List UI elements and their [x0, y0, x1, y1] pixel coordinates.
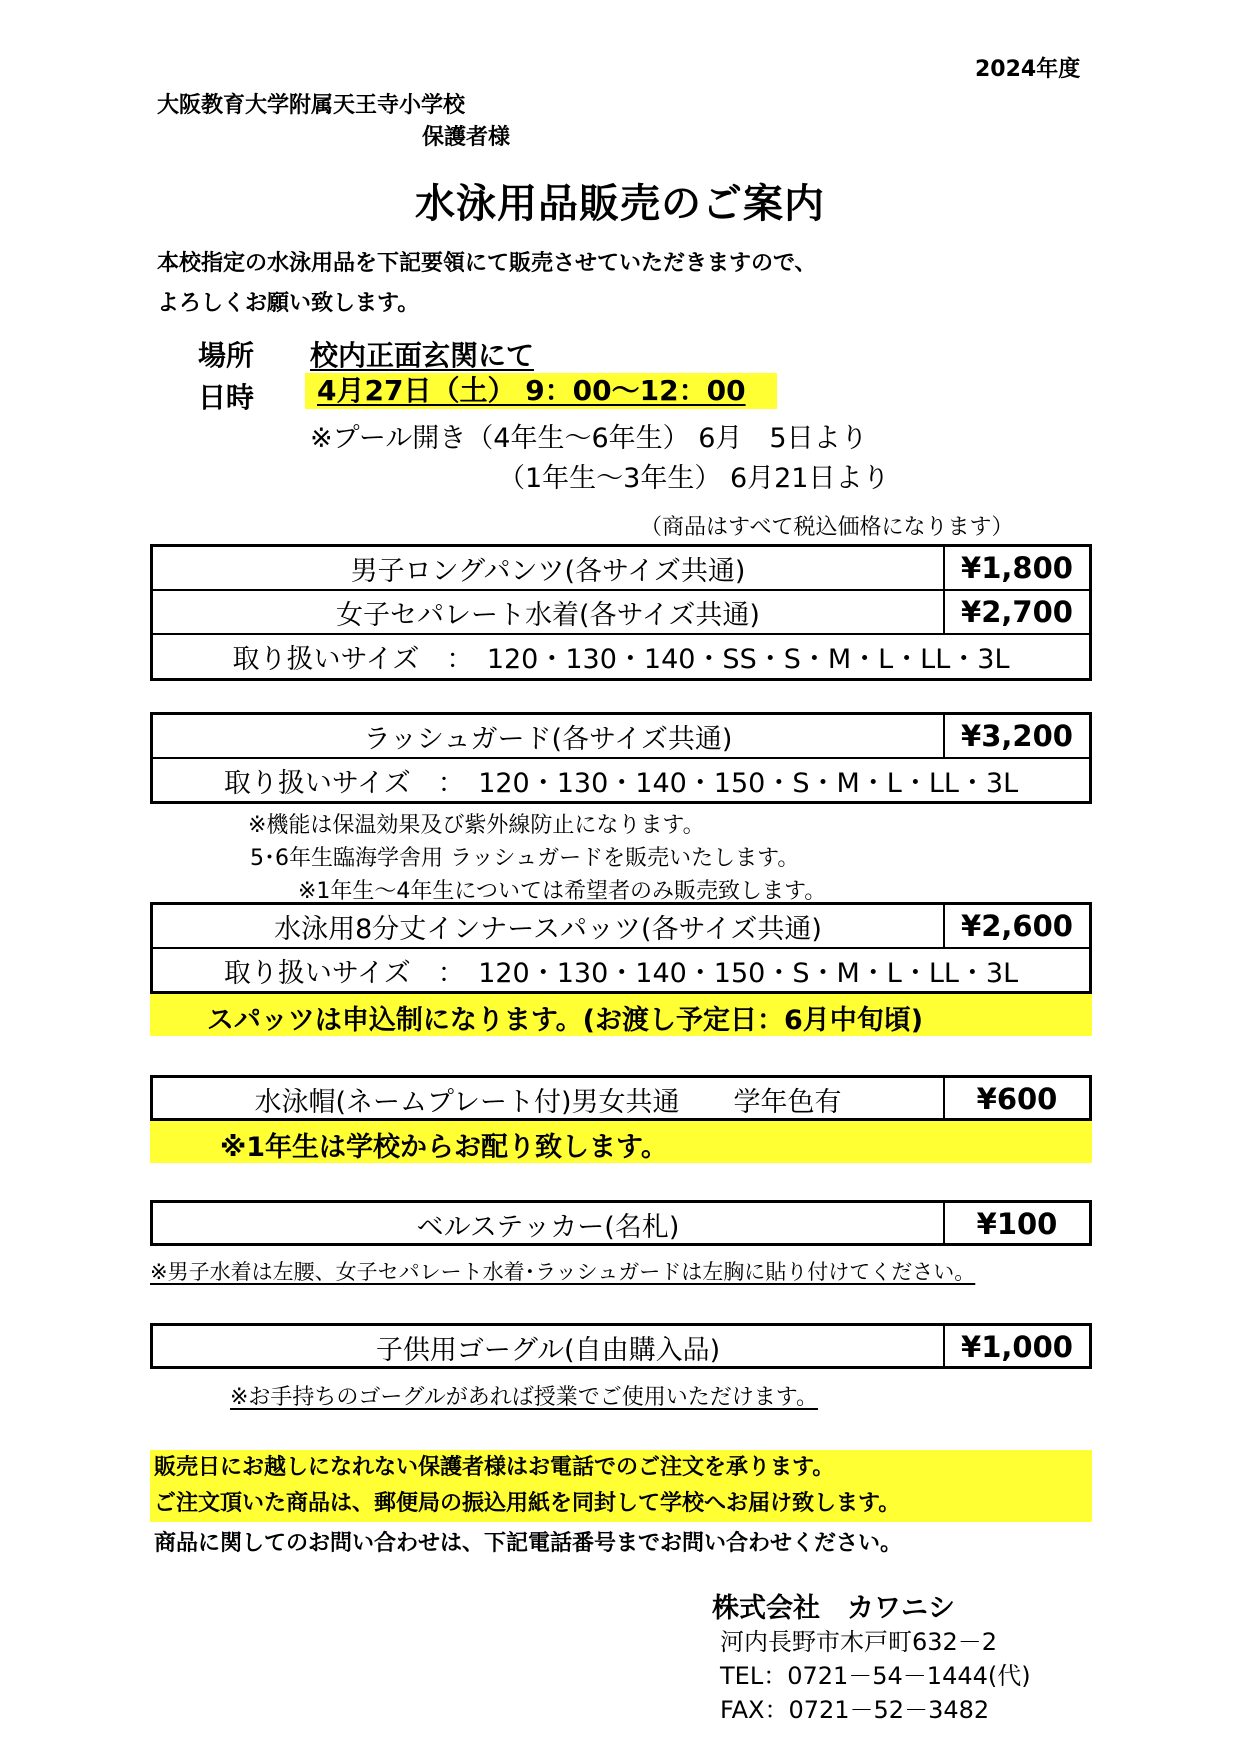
- product-table-cap: [150, 1075, 1092, 1121]
- product-name: 水泳用8分丈インナースパッツ(各サイズ共通): [274, 913, 822, 945]
- place-label: 場所: [198, 339, 255, 372]
- product-table-spats: [150, 902, 1092, 994]
- product-table-rashguard: [150, 712, 1092, 804]
- product-name: 男子ロングパンツ(各サイズ共通): [350, 555, 746, 587]
- company-fax: FAX：0721－52－3482: [720, 1696, 990, 1724]
- company-address: 河内長野市木戸町632－2: [720, 1628, 998, 1656]
- sticker-note: ※男子水着は左腰、女子セパレート水着･ラッシュガードは左胸に貼り付けてください。: [150, 1260, 976, 1284]
- product-price: ¥1,000: [943, 1326, 1089, 1368]
- product-price: ¥2,600: [943, 905, 1089, 947]
- product-name: 子供用ゴーグル(自由購入品): [375, 1334, 721, 1366]
- table-row: [153, 1078, 1089, 1120]
- product-name: ベルステッカー(名札): [416, 1211, 680, 1243]
- product-table-sticker: [150, 1200, 1092, 1246]
- footer-note-3: 商品に関してのお問い合わせは、下記電話番号までお問い合わせください。: [154, 1531, 903, 1556]
- pool-open-line-2: （1年生～3年生） 6月21日より: [498, 463, 890, 494]
- table-row: [153, 947, 1089, 991]
- product-name: ラッシュガード(各サイズ共通): [363, 723, 733, 755]
- datetime-value: 4月27日（土） 9：00～12：00: [305, 373, 777, 409]
- product-table-swimwear: [150, 544, 1092, 681]
- product-name: 水泳帽(ネームプレート付)男女共通 学年色有: [254, 1086, 842, 1118]
- table-row: [153, 547, 1089, 589]
- size-list: 取り扱いサイズ ： 120・130・140・150・S・M・L・LL・3L: [223, 767, 1019, 799]
- place-value: 校内正面玄関にて: [310, 339, 535, 372]
- company-tel: TEL：0721－54－1444(代): [720, 1662, 1031, 1690]
- datetime-label: 日時: [198, 381, 255, 414]
- footer-note-2: ご注文頂いた商品は、郵便局の振込用紙を同封して学校へお届け致します。: [150, 1486, 1092, 1522]
- table-row: [153, 757, 1089, 801]
- table-row: [153, 1326, 1089, 1368]
- product-price: ¥600: [943, 1078, 1089, 1120]
- rashguard-note-1: ※機能は保温効果及び紫外線防止になります。: [248, 813, 705, 838]
- size-list: 取り扱いサイズ ： 120・130・140・150・S・M・L・LL・3L: [223, 957, 1019, 989]
- cap-note-text: ※1年生は学校からお配り致します。: [220, 1132, 668, 1163]
- page-title: 水泳用品販売のご案内: [415, 181, 825, 227]
- product-table-goggles: [150, 1323, 1092, 1369]
- recipient-school: 大阪教育大学附属天王寺小学校: [157, 93, 466, 118]
- goggles-note: ※お手持ちのゴーグルがあれば授業でご使用いただけます。: [230, 1385, 819, 1410]
- pool-open-line-1: ※プール開き（4年生～6年生） 6月 5日より: [310, 423, 868, 454]
- table-row: [153, 1203, 1089, 1245]
- size-list: 取り扱いサイズ ： 120・130・140・SS・S・M・L・LL・3L: [232, 643, 1010, 675]
- cap-note: [150, 1121, 1092, 1163]
- intro-line-2: よろしくお願い致します。: [157, 291, 420, 316]
- footer-note-1: 販売日にお越しになれない保護者様はお電話でのご注文を承ります。: [150, 1450, 1092, 1486]
- fiscal-year: 2024年度: [975, 57, 1081, 82]
- product-price: ¥1,800: [943, 547, 1089, 589]
- tax-note: （商品はすべて税込価格になります）: [640, 515, 1014, 540]
- recipient-guardian: 保護者様: [422, 125, 511, 150]
- company-name: 株式会社 カワニシ: [712, 1593, 955, 1624]
- product-price: ¥2,700: [943, 591, 1089, 633]
- rashguard-note-3: ※1年生～4年生については希望者のみ販売致します。: [298, 879, 827, 904]
- product-price: ¥100: [943, 1203, 1089, 1245]
- spats-note-text: スパッツは申込制になります。(お渡し予定日：6月中旬頃): [206, 1005, 924, 1036]
- rashguard-note-2: 5･6年生臨海学舎用 ラッシュガードを販売いたします。: [250, 846, 800, 871]
- table-row: [153, 715, 1089, 757]
- table-row: [153, 589, 1089, 633]
- table-row: [153, 905, 1089, 947]
- product-name: 女子セパレート水着(各サイズ共通): [336, 599, 760, 631]
- product-price: ¥3,200: [943, 715, 1089, 757]
- table-row: [153, 633, 1089, 677]
- spats-note: [150, 994, 1092, 1036]
- intro-line-1: 本校指定の水泳用品を下記要領にて販売させていただきますので、: [157, 251, 817, 276]
